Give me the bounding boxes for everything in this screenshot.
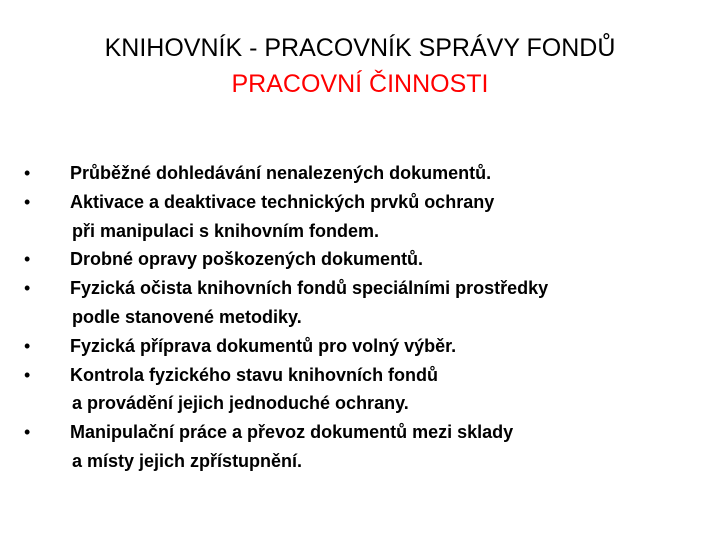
list-item <box>24 188 704 246</box>
list-item <box>24 159 704 188</box>
list-item <box>24 245 704 274</box>
bullet-icon: • <box>24 191 31 212</box>
bullet-icon: • <box>24 335 31 356</box>
bullet-icon: • <box>24 278 31 299</box>
bullet-icon: • <box>24 249 31 270</box>
bullet-icon: • <box>24 422 31 443</box>
list-item-text: Kontrola fyzického stavu knihovních fondů <box>70 364 439 385</box>
list-item-text: Průběžné dohledávání nenalezených dokumentů. <box>70 163 492 183</box>
bullet-list <box>24 159 704 476</box>
title-line-1: KNIHOVNÍK - PRACOVNÍK SPRÁVY FONDŮ <box>104 34 616 62</box>
list-item-continuation: podle stanovené metodiky. <box>72 306 302 327</box>
title-line-2: PRACOVNÍ ČINNOSTI <box>231 70 489 98</box>
bullet-icon: • <box>24 364 31 385</box>
list-item-text: Aktivace a deaktivace technických prvků ochrany <box>70 191 495 212</box>
list-item-text: Fyzická příprava dokumentů pro volný výběr. <box>70 335 457 356</box>
list-item-text: Fyzická očista knihovních fondů speciálními prostředky <box>70 278 549 299</box>
list-item-continuation: a místy jejich zpřístupnění. <box>72 450 303 471</box>
list-item <box>24 274 704 332</box>
list-item <box>24 418 704 476</box>
list-item <box>24 332 704 361</box>
list-item-continuation: při manipulaci s knihovním fondem. <box>72 220 380 241</box>
list-item-text: Manipulační práce a převoz dokumentů mezi sklady <box>70 422 514 443</box>
bullet-icon: • <box>24 163 31 183</box>
slide-title <box>0 30 720 102</box>
list-item <box>24 361 704 419</box>
list-item-text: Drobné opravy poškozených dokumentů. <box>70 249 424 270</box>
list-item-continuation: a provádění jejich jednoduché ochrany. <box>72 393 409 414</box>
